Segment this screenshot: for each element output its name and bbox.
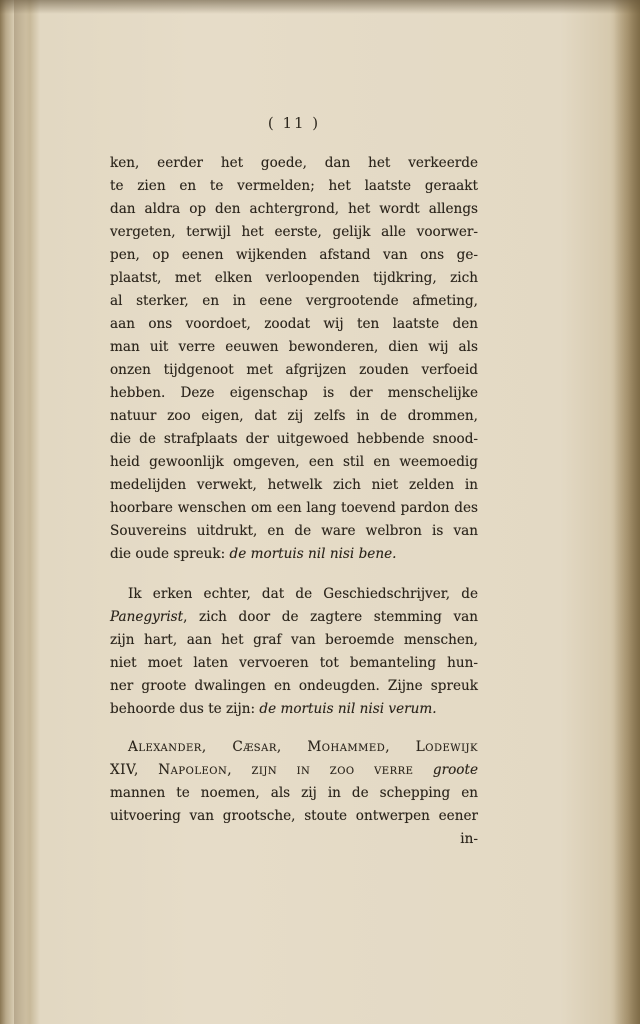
italic-term: groote	[432, 762, 478, 778]
text-line: Ik erken echter, dat de Geschiedschrijver, de	[128, 586, 478, 602]
text-span: , zich door de zagtere stemming van	[183, 609, 478, 625]
text-line: hebben. Deze eigenschap is der menschelijke	[110, 385, 478, 401]
text-line: ken, eerder het goede, dan het verkeerde	[110, 155, 478, 171]
text-line: Souvereins uitdrukt, en de ware welbron is van	[110, 523, 478, 539]
text-line: vergeten, terwijl het eerste, gelijk alle voorwer-	[110, 224, 478, 240]
text-line: die de strafplaats der uitgewoed hebbende snood-	[110, 431, 478, 447]
text-line	[110, 606, 478, 629]
text-span: die oude spreuk:	[110, 546, 230, 562]
text-line: heid gewoonlijk omgeven, een stil en weemoedig	[110, 454, 478, 470]
text-line: ner groote dwalingen en ondeugden. Zijne spreuk	[110, 678, 478, 694]
text-line	[110, 759, 478, 782]
italic-term: Panegyrist	[110, 609, 184, 625]
text-line: onzen tijdgenoot met afgrijzen zouden verfoeid	[110, 362, 478, 378]
text-line: Alexander, Cæsar, Mohammed, Lodewijk	[128, 739, 478, 755]
text-line: hoorbare wenschen om een lang toevend pardon des	[110, 500, 478, 516]
text-span: XIV, Napoleon, zijn in zoo verre	[110, 762, 433, 778]
text-line-last	[110, 698, 478, 721]
page-top-shadow	[0, 0, 640, 14]
latin-motto: de mortuis nil nisi bene.	[229, 546, 397, 562]
text-line: aan ons voordoet, zoodat wij ten laatste den	[110, 316, 478, 332]
page-left-edge	[14, 0, 26, 1024]
text-line: dan aldra op den achtergrond, het wordt allengs	[110, 201, 478, 217]
page-right-fold	[614, 0, 640, 1024]
text-line: natuur zoo eigen, dat zij zelfs in de drommen,	[110, 408, 478, 424]
text-line: al sterker, en in eene vergrootende afmeting,	[110, 293, 478, 309]
latin-motto: de mortuis nil nisi verum.	[259, 701, 437, 717]
text-line-last	[110, 543, 478, 566]
text-line: mannen te noemen, als zij in de schepping en	[110, 785, 478, 801]
text-line: niet moet laten vervoeren tot bemanteling hun-	[110, 655, 478, 671]
text-span: behoorde dus te zijn:	[110, 701, 260, 717]
page-number: ( 11 )	[267, 114, 321, 132]
text-line: te zien en te vermelden; het laatste geraakt	[110, 178, 478, 194]
text-line: man uit verre eeuwen bewonderen, dien wij als	[110, 339, 478, 355]
catchword: in-	[460, 831, 478, 847]
text-line: pen, op eenen wijkenden afstand van ons ge-	[110, 247, 478, 263]
text-line: medelijden verwekt, hetwelk zich niet zelden in	[110, 477, 478, 493]
text-line: zijn hart, aan het graf van beroemde menschen,	[110, 632, 478, 648]
text-line: plaatst, met elken verloopenden tijdkring, zich	[110, 270, 478, 286]
text-line: uitvoering van grootsche, stoute ontwerpen eener	[110, 808, 478, 824]
